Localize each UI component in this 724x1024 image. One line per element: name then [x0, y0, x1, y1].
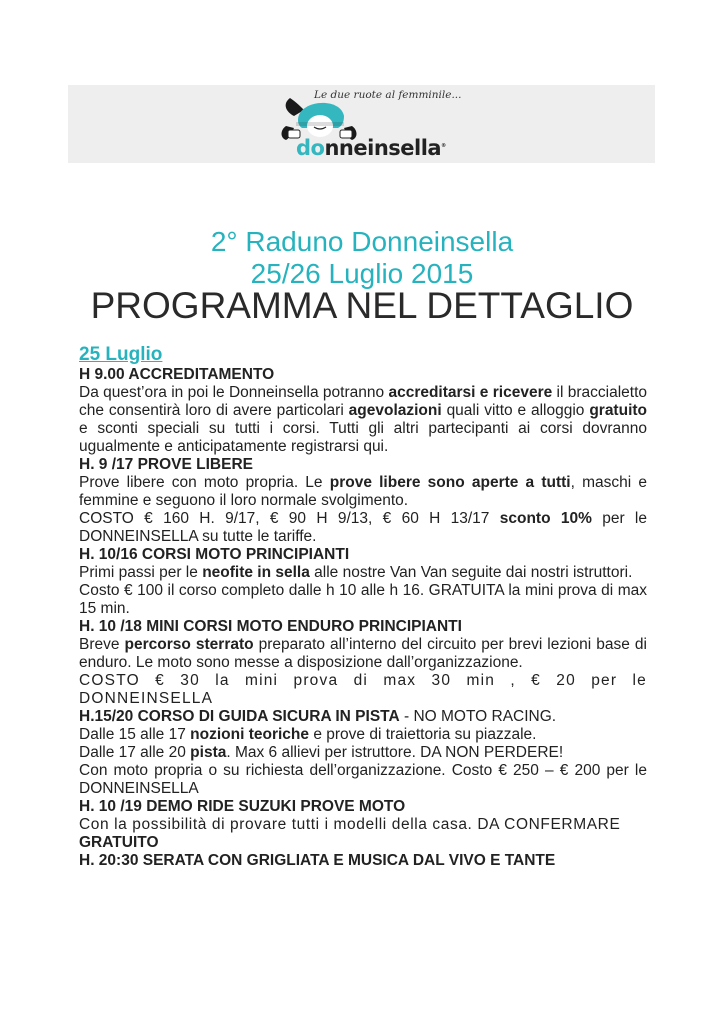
text-span: . Max 6 allievi per istruttore. DA NON PERDERE!: [226, 744, 564, 761]
text-span: Primi passi per le: [79, 564, 203, 581]
donneinsella-logo: [276, 86, 462, 162]
item-text-enduro: [79, 636, 647, 672]
item-heading-prove-libere: H. 9 /17 PROVE LIBERE: [79, 456, 253, 473]
item-text-prove-libere: [79, 474, 647, 510]
item-heading-guida-sicura: [79, 708, 647, 726]
item-text-corsi-principianti: [79, 564, 647, 582]
item-heading-corsi-principianti: H. 10/16 CORSI MOTO PRINCIPIANTI: [79, 546, 350, 563]
text-span: alle nostre Van Van seguite dai nostri istruttori.: [309, 564, 633, 581]
logo-wordmark-o: o: [310, 136, 325, 160]
text-span: e sconti speciali su tutti i corsi. Tutti gli altri partecipanti ai corsi dovranno ugualmente e anticipatamente registrarsi qui.: [79, 420, 647, 455]
item-free-demo-ride: GRATUITO: [79, 834, 159, 851]
trademark-symbol: ®: [441, 143, 446, 149]
item-cost-prove-libere: [79, 510, 647, 546]
logo-tagline: Le due ruote al femminile...: [314, 89, 462, 101]
bold-span: prove libere sono aperte a tutti: [329, 474, 571, 491]
bold-span: percorso sterrato: [124, 636, 254, 653]
day-heading: 25 Luglio: [79, 344, 163, 365]
logo-wordmark-accent: d: [296, 136, 311, 160]
main-title: PROGRAMMA NEL DETTAGLIO: [90, 285, 634, 326]
text-span: per le DONNEINSELLA su tutte le tariffe.: [79, 510, 647, 545]
text-span: COSTO € 160 H. 9/17, € 90 H 9/13, € 60 H 13/17: [79, 510, 500, 527]
text-span: preparato all’interno del circuito per brevi lezioni base di enduro. Le moto sono messe a disposizione dall’organizzazione.: [79, 636, 647, 671]
item-heading-accreditamento: H 9.00 ACCREDITAMENTO: [79, 366, 275, 383]
bold-span: accreditarsi e ricevere: [388, 384, 553, 401]
bold-span: neofite in sella: [202, 564, 310, 581]
text-span: Dalle 15 alle 17: [79, 726, 191, 743]
logo-wordmark: [296, 136, 446, 160]
text-span: Breve: [79, 636, 125, 653]
item-heading-enduro: H. 10 /18 MINI CORSI MOTO ENDURO PRINCIPIANTI: [79, 618, 462, 635]
item-cost-corsi-principianti: Costo € 100 il corso completo dalle h 10 alle h 16. GRATUITA la mini prova di max 15 min.: [79, 582, 647, 617]
logo-wordmark-rest: nneinsella: [324, 136, 442, 160]
text-span: Da quest’ora in poi le Donneinsella potranno: [79, 384, 389, 401]
bold-span: nozioni teoriche: [190, 726, 310, 743]
item-heading-demo-ride: H. 10 /19 DEMO RIDE SUZUKI PROVE MOTO: [79, 798, 406, 815]
bold-span: H.15/20 CORSO DI GUIDA SICURA IN PISTA: [79, 708, 400, 725]
text-span: - NO MOTO RACING.: [399, 708, 557, 725]
item-text-accreditamento: [79, 384, 647, 456]
text-span: , maschi e femmine e seguono il loro normale svolgimento.: [79, 474, 648, 509]
text-span: Prove libere con moto propria. Le: [79, 474, 330, 491]
text-span: quali vitto e alloggio: [441, 402, 590, 419]
item-line2-guida-sicura: [79, 744, 647, 762]
bold-span: sconto 10%: [499, 510, 592, 527]
text-span: e prove di traiettoria su piazzale.: [309, 726, 537, 743]
item-line1-guida-sicura: [79, 726, 647, 744]
event-dates: 25/26 Luglio 2015: [250, 258, 474, 289]
item-text-demo-ride: Con la possibilità di provare tutti i modelli della casa. DA CONFERMARE: [79, 816, 621, 833]
item-heading-serata: H. 20:30 SERATA CON GRIGLIATA E MUSICA DAL VIVO E TANTE: [79, 852, 556, 869]
text-span: il braccialetto che consentirà loro di avere particolari: [79, 384, 648, 419]
bold-span: agevolazioni: [348, 402, 442, 419]
bold-span: pista: [190, 744, 227, 761]
item-line3-guida-sicura: Con moto propria o su richiesta dell’organizzazione. Costo € 250 – € 200 per le DONNEINSELLA: [79, 762, 647, 797]
bold-span: gratuito: [589, 402, 647, 419]
text-span: Dalle 17 alle 20: [79, 744, 191, 761]
item-cost-enduro: COSTO € 30 la mini prova di max 30 min , € 20 per le DONNEINSELLA: [79, 672, 647, 707]
event-title: 2° Raduno Donneinsella: [210, 226, 514, 257]
program-content: [79, 344, 647, 870]
